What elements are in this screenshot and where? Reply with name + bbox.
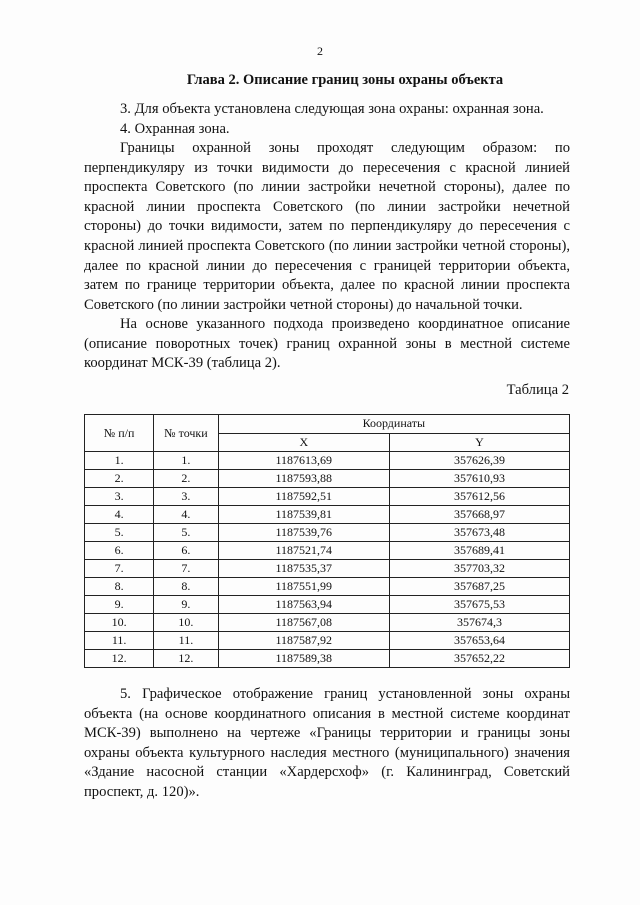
cell-y: 357610,93: [389, 470, 569, 488]
header-x: X: [218, 433, 389, 452]
cell-point-number: 3.: [154, 488, 218, 506]
cell-row-number: 2.: [85, 470, 154, 488]
cell-y: 357653,64: [389, 632, 569, 650]
cell-point-number: 7.: [154, 560, 218, 578]
cell-point-number: 5.: [154, 524, 218, 542]
cell-row-number: 12.: [85, 650, 154, 668]
cell-y: 357689,41: [389, 542, 569, 560]
cell-x: 1187592,51: [218, 488, 389, 506]
cell-point-number: 9.: [154, 596, 218, 614]
table-row: [85, 596, 570, 614]
cell-row-number: 7.: [85, 560, 154, 578]
header-coordinates: Координаты: [218, 415, 569, 434]
cell-point-number: 12.: [154, 650, 218, 668]
cell-row-number: 4.: [85, 506, 154, 524]
cell-point-number: 4.: [154, 506, 218, 524]
table-row: [85, 524, 570, 542]
cell-row-number: 5.: [85, 524, 154, 542]
cell-point-number: 11.: [154, 632, 218, 650]
cell-row-number: 10.: [85, 614, 154, 632]
table-row: [85, 452, 570, 470]
cell-point-number: 1.: [154, 452, 218, 470]
cell-x: 1187589,38: [218, 650, 389, 668]
cell-point-number: 6.: [154, 542, 218, 560]
paragraph-zone-boundaries: Границы охранной зоны проходят следующим образом: по перпендикуляру из точки видимости до пересечения с красной линией проспекта Советского (по линии застройки нечетной стороны), далее по красной линии проспекта Советского (по линии застройки нечетной стороны) до точки видимости, затем по перпендикуляру до пересечения с красной линией проспекта Советского (по линии застройки четной стороны), далее по красной линии до пересечения с границей территории объекта, затем по границе территории объекта, далее по красной линии проспекта Советского (по линии застройки четной стороны) до начальной точки.: [84, 140, 570, 313]
table-row: [85, 650, 570, 668]
cell-row-number: 3.: [85, 488, 154, 506]
cell-y: 357675,53: [389, 596, 569, 614]
chapter-title: Глава 2. Описание границ зоны охраны объекта: [186, 72, 504, 88]
table-row: [85, 578, 570, 596]
cell-y: 357668,97: [389, 506, 569, 524]
cell-y: 357687,25: [389, 578, 569, 596]
cell-x: 1187535,37: [218, 560, 389, 578]
paragraph-coordinate-description: На основе указанного подхода произведено координатное описание (описание поворотных точек) границ охранной зоны в местной системе координат МСК-39 (таблица 2).: [84, 316, 570, 372]
cell-x: 1187539,76: [218, 524, 389, 542]
header-row-number: № п/п: [85, 415, 154, 452]
cell-x: 1187551,99: [218, 578, 389, 596]
header-y: Y: [389, 433, 569, 452]
table-caption: Таблица 2: [506, 382, 569, 398]
cell-x: 1187539,81: [218, 506, 389, 524]
table-row: [85, 470, 570, 488]
cell-row-number: 1.: [85, 452, 154, 470]
cell-x: 1187567,08: [218, 614, 389, 632]
cell-y: 357612,56: [389, 488, 569, 506]
paragraph-zone-established: 3. Для объекта установлена следующая зона охраны: охранная зона.: [120, 101, 544, 117]
cell-point-number: 2.: [154, 470, 218, 488]
cell-point-number: 8.: [154, 578, 218, 596]
cell-row-number: 9.: [85, 596, 154, 614]
paragraph-graphic-display: 5. Графическое отображение границ установленной зоны охраны объекта (на основе координатного описания в местной системе координат МСК-39) выполнено на чертеже «Границы территории и границы зоны охраны объекта культурного наследия местного (муниципального) значения «Здание насосной станции «Хардерсхоф» (г. Калининград, Советский проспект, д. 120)».: [84, 686, 570, 800]
table-row: [85, 488, 570, 506]
page-number: 2: [317, 44, 323, 58]
table-row: [85, 632, 570, 650]
cell-row-number: 6.: [85, 542, 154, 560]
cell-x: 1187593,88: [218, 470, 389, 488]
cell-y: 357626,39: [389, 452, 569, 470]
table-row: [85, 614, 570, 632]
paragraph-security-zone: 4. Охранная зона.: [120, 121, 230, 137]
cell-y: 357673,48: [389, 524, 569, 542]
cell-point-number: 10.: [154, 614, 218, 632]
cell-row-number: 8.: [85, 578, 154, 596]
cell-x: 1187587,92: [218, 632, 389, 650]
cell-y: 357674,3: [389, 614, 569, 632]
cell-x: 1187521,74: [218, 542, 389, 560]
coordinates-table-body: [85, 452, 570, 668]
table-row: [85, 506, 570, 524]
header-point-number: № точки: [154, 415, 218, 452]
table-row: [85, 560, 570, 578]
cell-y: 357703,32: [389, 560, 569, 578]
table-row: [85, 542, 570, 560]
cell-x: 1187613,69: [218, 452, 389, 470]
cell-row-number: 11.: [85, 632, 154, 650]
cell-x: 1187563,94: [218, 596, 389, 614]
coordinates-table: [84, 414, 570, 668]
cell-y: 357652,22: [389, 650, 569, 668]
